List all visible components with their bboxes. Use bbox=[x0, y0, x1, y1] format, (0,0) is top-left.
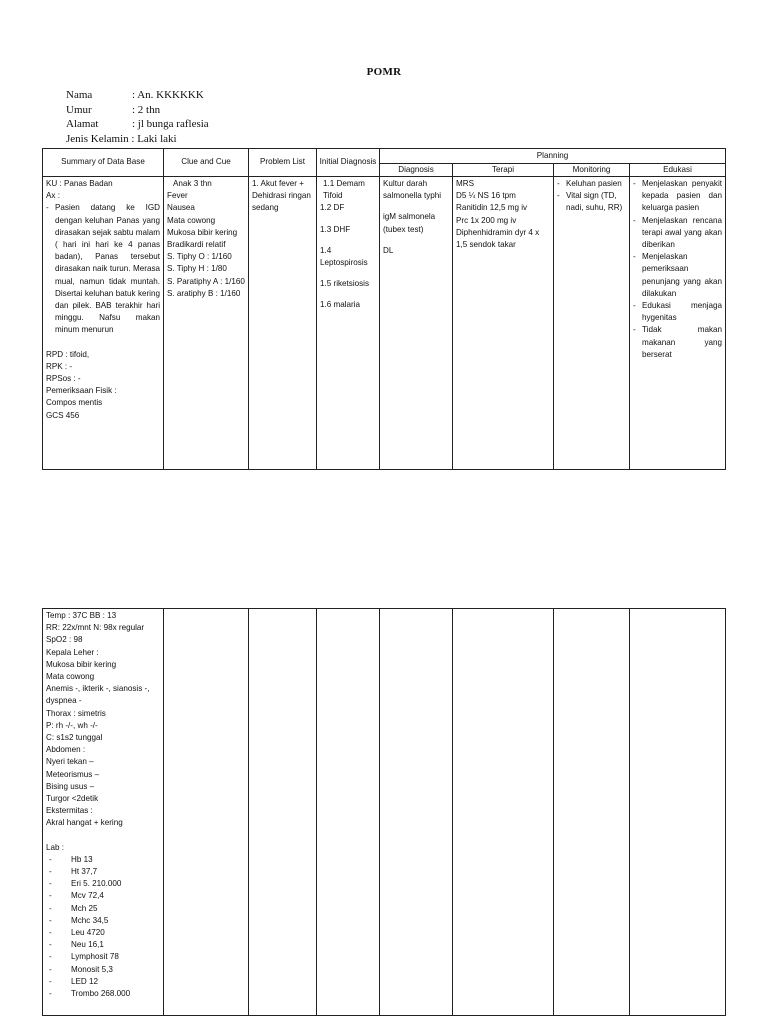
lab-value: Mchc 34,5 bbox=[71, 915, 109, 925]
lab-value: LED 12 bbox=[71, 976, 98, 986]
cell-empty bbox=[380, 609, 453, 1016]
terapi-item: Ranitidin 12,5 mg iv bbox=[456, 203, 528, 213]
exam-item: Kepala Leher : bbox=[46, 647, 99, 657]
cell-edukasi bbox=[630, 177, 726, 470]
lab-value: Mcv 72,4 bbox=[71, 891, 104, 901]
clue-item: Anak 3 thn bbox=[173, 179, 212, 188]
header-planning: Planning bbox=[380, 149, 726, 164]
edukasi-item: - Edukasi menjaga hygenitas bbox=[633, 300, 722, 324]
patient-age-value: : 2 thn bbox=[132, 103, 161, 116]
lab-value: Mch 25 bbox=[71, 903, 98, 913]
lab-value: Eri 5. 210.000 bbox=[71, 879, 122, 889]
patient-address-value: : jl bunga raflesia bbox=[132, 118, 209, 130]
lab-item: - Mcv 72,4 bbox=[46, 890, 160, 902]
initial-diagnosis-item: 1.5 riketsiosis bbox=[320, 279, 370, 289]
lab-value: Leu 4720 bbox=[71, 928, 105, 938]
patient-address-label: Alamat bbox=[66, 118, 99, 130]
lab-value: Lymphosit 78 bbox=[71, 952, 119, 962]
exam-item: Anemis -, ikterik -, sianosis -, dyspnea - bbox=[46, 684, 150, 706]
initial-diagnosis-item: 1.6 malaria bbox=[320, 300, 361, 310]
edukasi-item: - Menjelaskan rencana terapi awal yang akan diberikan bbox=[633, 215, 722, 252]
patient-name-label: Nama bbox=[66, 89, 93, 101]
exam-item: C: s1s2 tunggal bbox=[46, 733, 103, 743]
exam-item: Abdomen : bbox=[46, 745, 86, 755]
cell-diagnosis bbox=[380, 177, 453, 470]
terapi-item: MRS bbox=[456, 179, 474, 188]
lab-value: Ht 37,7 bbox=[71, 867, 98, 877]
patient-gender-label: Jenis Kelamin bbox=[66, 132, 129, 145]
lab-item: - Leu 4720 bbox=[46, 927, 160, 939]
exam-item: Turgor <2detik bbox=[46, 794, 99, 804]
lab-item: - Mch 25 bbox=[46, 903, 160, 915]
cell-clue bbox=[164, 177, 249, 470]
header-initial-diagnosis: Initial Diagnosis bbox=[317, 149, 380, 177]
lab-value: Monosit 5,3 bbox=[71, 964, 113, 974]
edukasi-item: - Menjelaskan pemeriksaan penunjang yang akan dilakukan bbox=[633, 251, 722, 300]
lab-item: - Monosit 5,3 bbox=[46, 964, 160, 976]
cell-problem-list bbox=[249, 177, 317, 470]
patient-name-value: : An. KKKKKK bbox=[132, 89, 204, 101]
terapi-item: Diphenhidramin dyr 4 x 1,5 sendok takar bbox=[456, 227, 540, 250]
clue-item: S. aratiphy B : 1/160 bbox=[167, 288, 241, 298]
cell-empty bbox=[554, 609, 630, 1016]
edukasi-list bbox=[633, 178, 722, 361]
document-title: POMR bbox=[366, 66, 402, 78]
clue-item: Mukosa bibir kering bbox=[167, 227, 238, 237]
cell-terapi bbox=[453, 177, 554, 470]
lab-item: - Neu 16,1 bbox=[46, 939, 160, 951]
cell-summary bbox=[43, 177, 164, 470]
clue-item: S. Tiphy O : 1/160 bbox=[167, 252, 232, 262]
cell-monitoring bbox=[554, 177, 630, 470]
lab-item: - LED 12 bbox=[46, 976, 160, 988]
exam-item: Temp : 37C BB : 13 bbox=[46, 611, 117, 620]
lab-item: - Trombo 268.000 bbox=[46, 988, 160, 1000]
monitoring-list bbox=[557, 178, 626, 215]
edukasi-item: - Tidak makan makanan yang berserat bbox=[633, 324, 722, 361]
summary-history-list bbox=[46, 202, 160, 336]
pomr-table-continued bbox=[42, 608, 726, 1016]
exam-item: Thorax : simetris bbox=[46, 708, 106, 718]
summary-rpsos: RPSos : - bbox=[46, 374, 81, 384]
header-problem-list: Problem List bbox=[249, 149, 317, 177]
patient-gender-row bbox=[66, 132, 209, 147]
cell-empty bbox=[164, 609, 249, 1016]
exam-item: Nyeri tekan – bbox=[46, 757, 94, 767]
monitoring-item: - Vital sign (TD, nadi, suhu, RR) bbox=[557, 190, 626, 214]
patient-gender-value: : Laki laki bbox=[131, 132, 177, 145]
initial-diagnosis-item: 1.2 DF bbox=[320, 203, 345, 213]
lab-value: Neu 16,1 bbox=[71, 940, 104, 950]
clue-item: S. Tiphy H : 1/80 bbox=[167, 264, 227, 274]
exam-item: Mata cowong bbox=[46, 672, 95, 682]
lab-item: - Lymphosit 78 bbox=[46, 951, 160, 963]
lab-item: - Ht 37,7 bbox=[46, 866, 160, 878]
summary-gcs: GCS 456 bbox=[46, 410, 80, 420]
header-clue-and-cue: Clue and Cue bbox=[164, 149, 249, 177]
lab-item: - Eri 5. 210.000 bbox=[46, 878, 160, 890]
lab-title: Lab : bbox=[46, 842, 65, 852]
lab-value: Hb 13 bbox=[71, 854, 93, 864]
terapi-item: D5 ¼ NS 16 tpm bbox=[456, 191, 516, 201]
lab-item: - Mchc 34,5 bbox=[46, 915, 160, 927]
patient-info bbox=[66, 88, 209, 146]
exam-item: Bising usus – bbox=[46, 781, 95, 791]
header-terapi: Terapi bbox=[453, 164, 554, 177]
summary-rpk: RPK : - bbox=[46, 361, 73, 371]
cell-empty bbox=[249, 609, 317, 1016]
diagnosis-item: igM salmonela (tubex test) bbox=[383, 212, 436, 234]
initial-diagnosis-item: 1.3 DHF bbox=[320, 224, 351, 234]
patient-address-row bbox=[66, 117, 209, 132]
lab-list bbox=[46, 854, 160, 1000]
initial-diagnosis-item: 1.1 Demam Tifoid bbox=[323, 179, 365, 201]
header-summary: Summary of Data Base bbox=[43, 149, 164, 177]
summary-history: - Pasien datang ke IGD dengan keluhan Panas yang dirasakan sejak sabtu malam ( hari ini hari ke 4 panas badan), Panas tersebut dirasakan naik turun. Merasa mual, namun tidak muntah. Disertai keluhan batuk kering dan pilek. BAB terakhir hari minggu. Nafsu makan minum menurun bbox=[46, 202, 160, 336]
exam-item: Mukosa bibir kering bbox=[46, 659, 117, 669]
exam-item: Akral hangat + kering bbox=[46, 818, 123, 828]
clue-item: Bradikardi relatif bbox=[167, 240, 226, 250]
clue-item: Nausea bbox=[167, 203, 195, 213]
terapi-item: Prc 1x 200 mg iv bbox=[456, 215, 517, 225]
lab-item: - Hb 13 bbox=[46, 854, 160, 866]
patient-age-row bbox=[66, 103, 209, 118]
clue-item: S. Paratiphy A : 1/160 bbox=[167, 276, 245, 286]
exam-item: RR: 22x/mnt N: 98x regular SpO2 : 98 bbox=[46, 623, 145, 645]
summary-ku: KU : Panas Badan bbox=[46, 179, 113, 188]
cell-empty bbox=[453, 609, 554, 1016]
cell-exam-lab bbox=[43, 609, 164, 1016]
monitoring-item: - Keluhan pasien bbox=[557, 178, 626, 190]
summary-pemeriksaan: Pemeriksaan Fisik : bbox=[46, 386, 117, 396]
cell-initial-diagnosis bbox=[317, 177, 380, 470]
header-diagnosis: Diagnosis bbox=[380, 164, 453, 177]
summary-ax: Ax : bbox=[46, 191, 60, 201]
summary-rpd: RPD : tifoid, bbox=[46, 349, 90, 359]
diagnosis-item: DL bbox=[383, 245, 394, 255]
header-edukasi: Edukasi bbox=[630, 164, 726, 177]
header-monitoring: Monitoring bbox=[554, 164, 630, 177]
edukasi-item: - Menjelaskan penyakit kepada pasien dan keluarga pasien bbox=[633, 178, 722, 215]
exam-item: Meteorismus – bbox=[46, 769, 100, 779]
exam-item: Ekstermitas : bbox=[46, 806, 93, 816]
clue-item: Mata cowong bbox=[167, 215, 216, 225]
cell-empty bbox=[317, 609, 380, 1016]
patient-name-row bbox=[66, 88, 209, 103]
lab-value: Trombo 268.000 bbox=[71, 989, 131, 999]
patient-age-label: Umur bbox=[66, 103, 92, 116]
initial-diagnosis-item: 1.4 Leptospirosis bbox=[320, 245, 368, 268]
clue-item: Fever bbox=[167, 191, 188, 201]
diagnosis-item: Kultur darah salmonella typhi bbox=[383, 179, 442, 201]
pomr-table-main bbox=[42, 148, 726, 470]
cell-empty bbox=[630, 609, 726, 1016]
summary-compos: Compos mentis bbox=[46, 398, 103, 408]
problem-item: 1. Akut fever + Dehidrasi ringan sedang bbox=[252, 179, 311, 213]
exam-item: P: rh -/-, wh -/- bbox=[46, 720, 98, 730]
